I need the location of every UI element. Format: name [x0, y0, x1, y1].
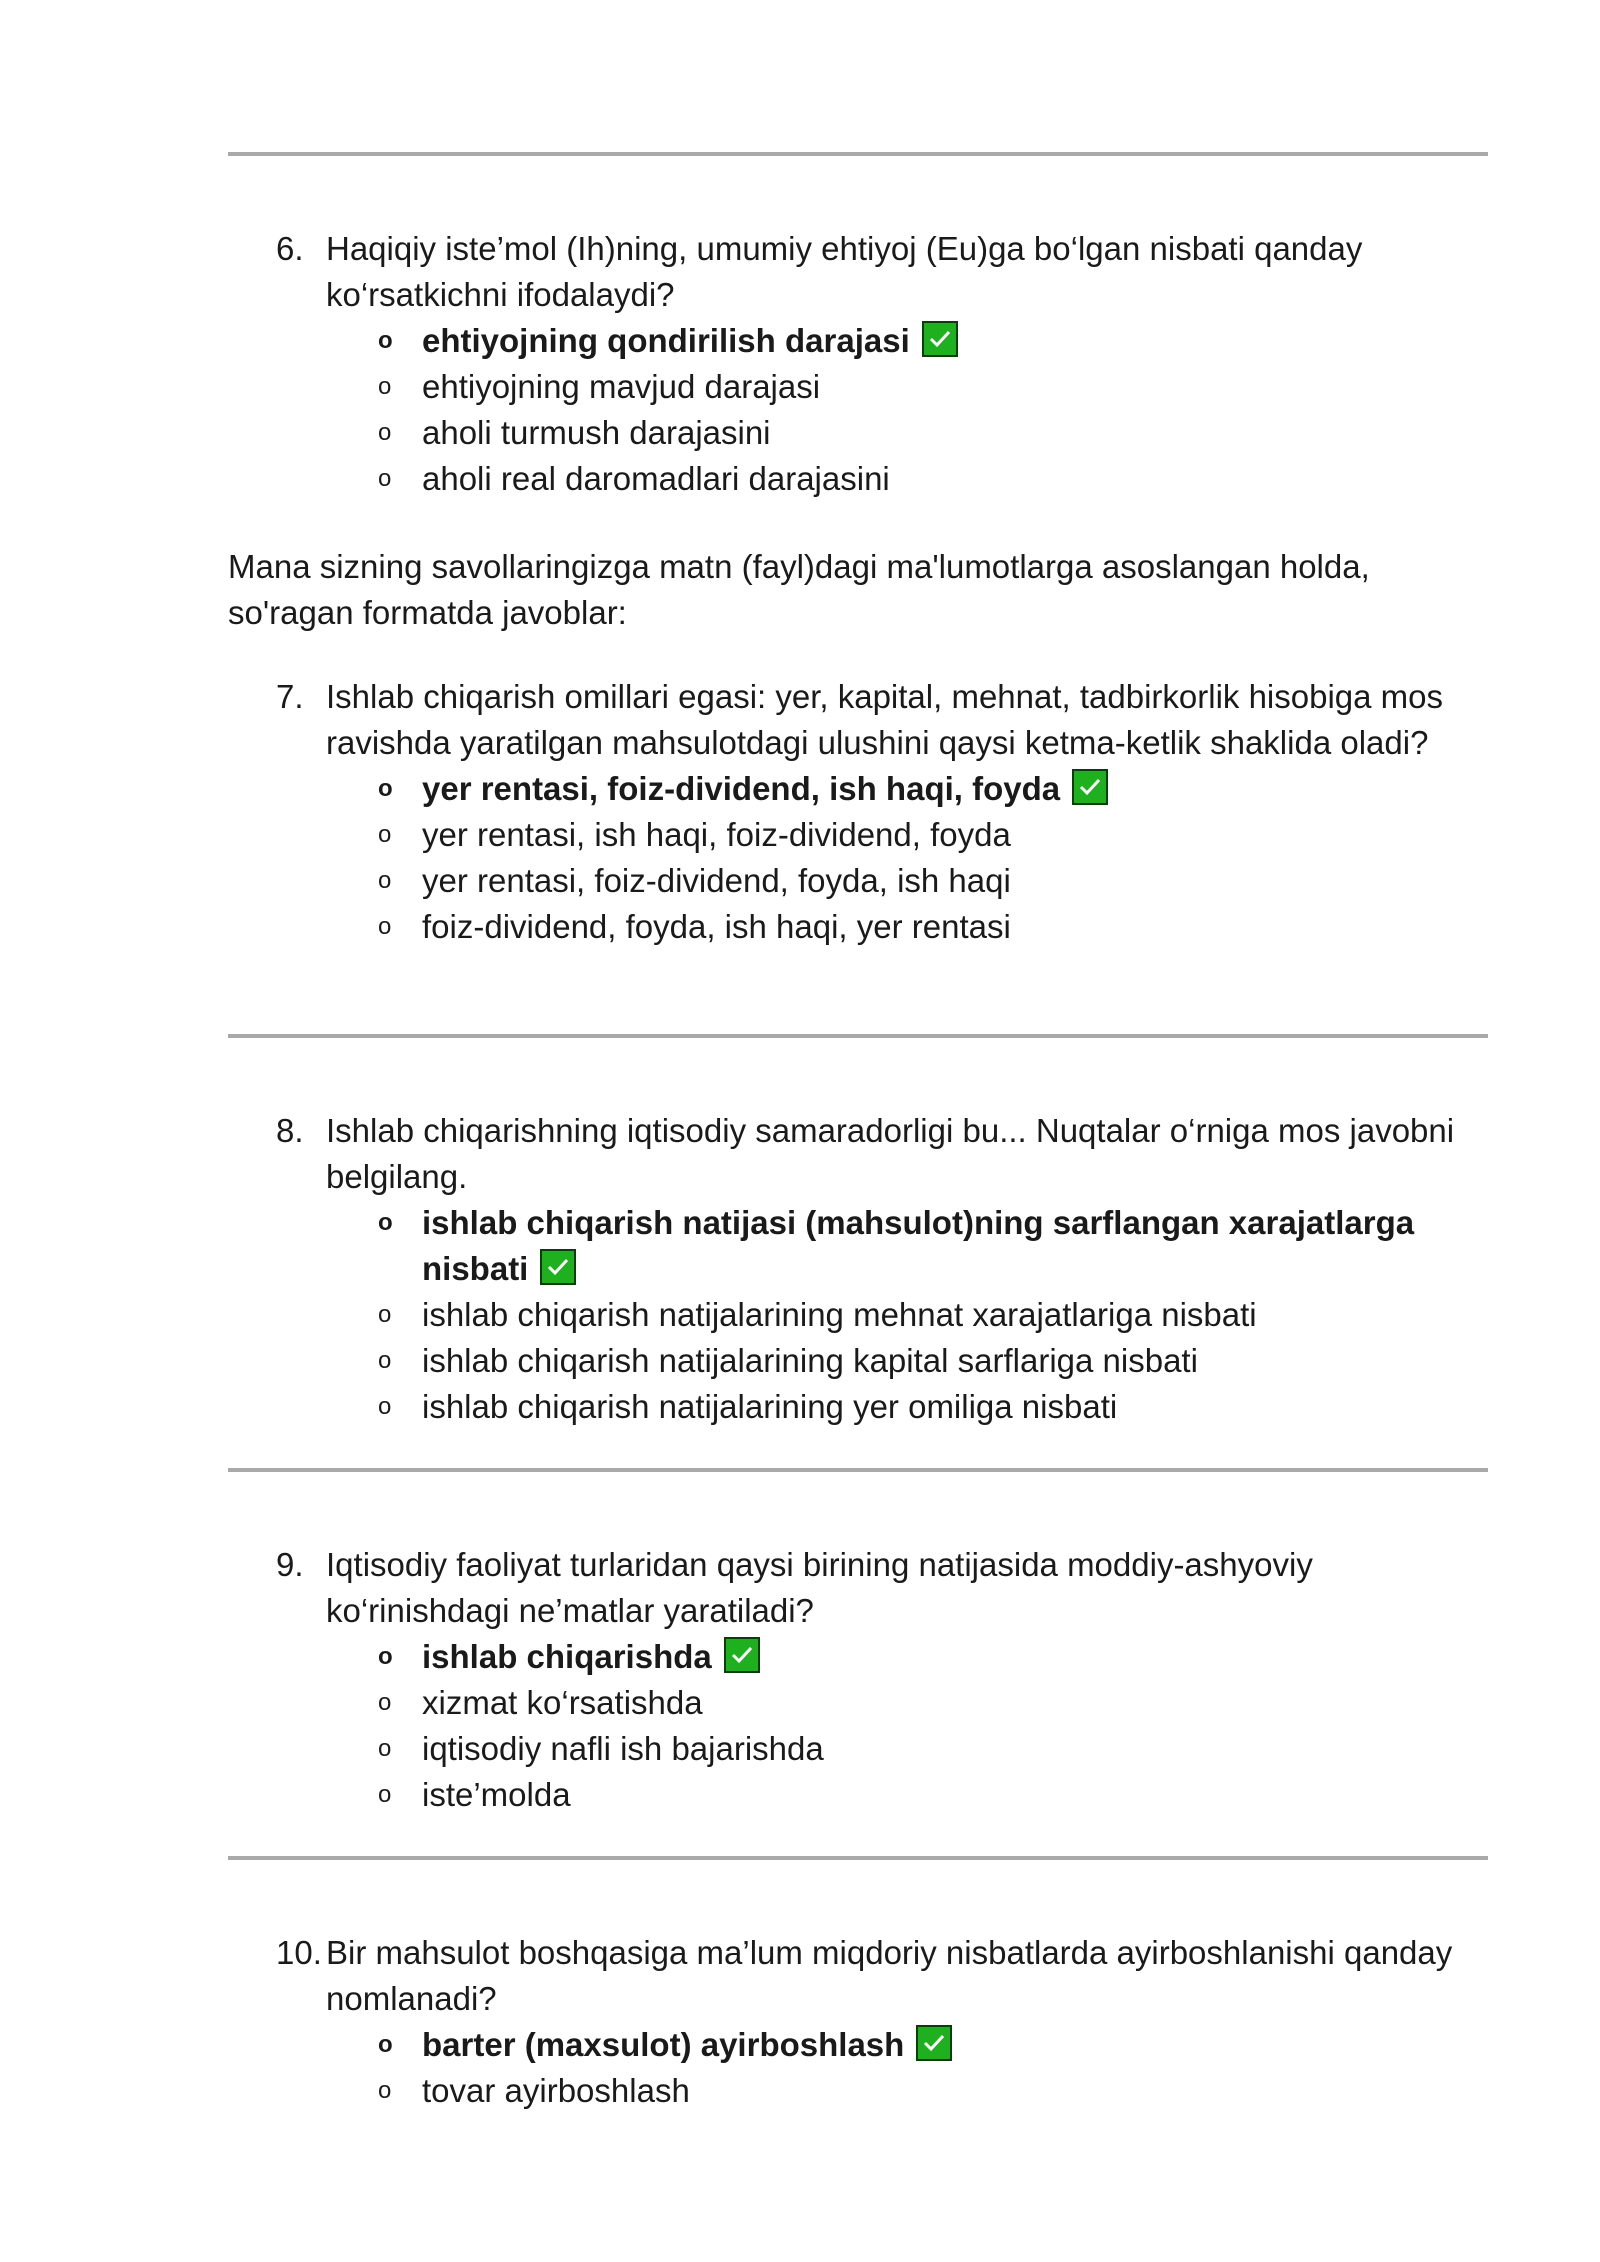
question-number: 10.: [276, 1934, 322, 1971]
answer-option: [276, 456, 1476, 502]
answer-options: [276, 1634, 1476, 1818]
question-text: Iqtisodiy faoliyat turlaridan qaysi birining natijasida moddiy-ashyoviy ko‘rinishdagi ne’matlar yaratiladi?: [326, 1546, 1313, 1629]
option-text: foiz-dividend, foyda, ish haqi, yer rentasi: [422, 908, 1011, 945]
bullet-icon: o: [378, 419, 392, 446]
answer-option-correct: [276, 2022, 1476, 2068]
bullet-icon: o: [378, 2031, 393, 2058]
answer-option: [276, 904, 1476, 950]
answer-options: [276, 2022, 1476, 2114]
bullet-icon: o: [378, 1689, 392, 1716]
bullet-icon: o: [378, 2077, 392, 2104]
check-mark-icon: [922, 321, 958, 357]
horizontal-rule: [228, 1468, 1488, 1472]
bullet-icon: o: [378, 1393, 392, 1420]
check-mark-icon: [724, 1637, 760, 1673]
answer-option: [276, 1772, 1476, 1818]
bullet-icon: o: [378, 1781, 392, 1808]
answer-option-correct: [276, 1200, 1476, 1292]
answer-option: [276, 1680, 1476, 1726]
bullet-icon: o: [378, 1735, 392, 1762]
option-text: iqtisodiy nafli ish bajarishda: [422, 1730, 824, 1767]
option-text: iste’molda: [422, 1776, 571, 1813]
answer-option-correct: [276, 1634, 1476, 1680]
bullet-icon: o: [378, 775, 393, 802]
question-number: 6.: [276, 230, 304, 267]
bullet-icon: o: [378, 1301, 392, 1328]
answer-option: [276, 410, 1476, 456]
question-number: 8.: [276, 1112, 304, 1149]
intro-paragraph: Mana sizning savollaringizga matn (fayl)dagi ma'lumotlarga asoslangan holda, so'ragan formatda javoblar:: [228, 548, 1370, 631]
bullet-icon: o: [378, 913, 392, 940]
question-9: [276, 1542, 1476, 1818]
option-text: yer rentasi, foiz-dividend, foyda, ish haqi: [422, 862, 1011, 899]
question-10: [276, 1930, 1476, 2114]
answer-options: [276, 766, 1476, 950]
answer-option: [276, 364, 1476, 410]
option-text: yer rentasi, foiz-dividend, ish haqi, foyda: [422, 770, 1061, 807]
bullet-icon: o: [378, 465, 392, 492]
bullet-icon: o: [378, 1347, 392, 1374]
answer-option: [276, 1384, 1476, 1430]
answer-option-correct: [276, 318, 1476, 364]
bullet-icon: o: [378, 1209, 393, 1236]
question-text: Bir mahsulot boshqasiga ma’lum miqdoriy nisbatlarda ayirboshlanishi qanday nomlanadi?: [326, 1934, 1453, 2017]
answer-option: [276, 1726, 1476, 1772]
option-text: ehtiyojning qondirilish darajasi: [422, 322, 910, 359]
question-text: Haqiqiy iste’mol (Ih)ning, umumiy ehtiyoj (Eu)ga bo‘lgan nisbati qanday ko‘rsatkichni ifodalaydi?: [326, 230, 1363, 313]
horizontal-rule: [228, 1856, 1488, 1860]
option-text: yer rentasi, ish haqi, foiz-dividend, foyda: [422, 816, 1011, 853]
check-mark-icon: [916, 2025, 952, 2061]
option-text: ehtiyojning mavjud darajasi: [422, 368, 821, 405]
bullet-icon: o: [378, 867, 392, 894]
question-number: 7.: [276, 678, 304, 715]
question-text: Ishlab chiqarish omillari egasi: yer, kapital, mehnat, tadbirkorlik hisobiga mos ravishda yaratilgan mahsulotdagi ulushini qaysi ketma-ketlik shaklida oladi?: [326, 678, 1444, 761]
bullet-icon: o: [378, 373, 392, 400]
option-text: ishlab chiqarish natijasi (mahsulot)ning sarflangan xarajatlarga nisbati: [422, 1204, 1415, 1287]
answer-options: [276, 1200, 1476, 1430]
answer-option: [276, 858, 1476, 904]
option-text: ishlab chiqarish natijalarining yer omiliga nisbati: [422, 1388, 1118, 1425]
answer-option: [276, 2068, 1476, 2114]
question-6: [276, 226, 1476, 502]
option-text: barter (maxsulot) ayirboshlash: [422, 2026, 905, 2063]
question-text: Ishlab chiqarishning iqtisodiy samaradorligi bu... Nuqtalar o‘rniga mos javobni belgilang.: [326, 1112, 1455, 1195]
option-text: xizmat ko‘rsatishda: [422, 1684, 703, 1721]
bullet-icon: o: [378, 1643, 393, 1670]
question-7: [276, 674, 1476, 950]
question-number: 9.: [276, 1546, 304, 1583]
answer-options: [276, 318, 1476, 502]
check-mark-icon: [540, 1249, 576, 1285]
question-8: [276, 1108, 1476, 1430]
option-text: ishlab chiqarishda: [422, 1638, 712, 1675]
option-text: tovar ayirboshlash: [422, 2072, 690, 2109]
check-mark-icon: [1072, 769, 1108, 805]
answer-option: [276, 1292, 1476, 1338]
option-text: ishlab chiqarish natijalarining kapital sarflariga nisbati: [422, 1342, 1198, 1379]
option-text: ishlab chiqarish natijalarining mehnat xarajatlariga nisbati: [422, 1296, 1257, 1333]
horizontal-rule: [228, 152, 1488, 156]
answer-option: [276, 812, 1476, 858]
option-text: aholi real daromadlari darajasini: [422, 460, 890, 497]
answer-option-correct: [276, 766, 1476, 812]
option-text: aholi turmush darajasini: [422, 414, 771, 451]
bullet-icon: o: [378, 327, 393, 354]
answer-option: [276, 1338, 1476, 1384]
horizontal-rule: [228, 1034, 1488, 1038]
bullet-icon: o: [378, 821, 392, 848]
